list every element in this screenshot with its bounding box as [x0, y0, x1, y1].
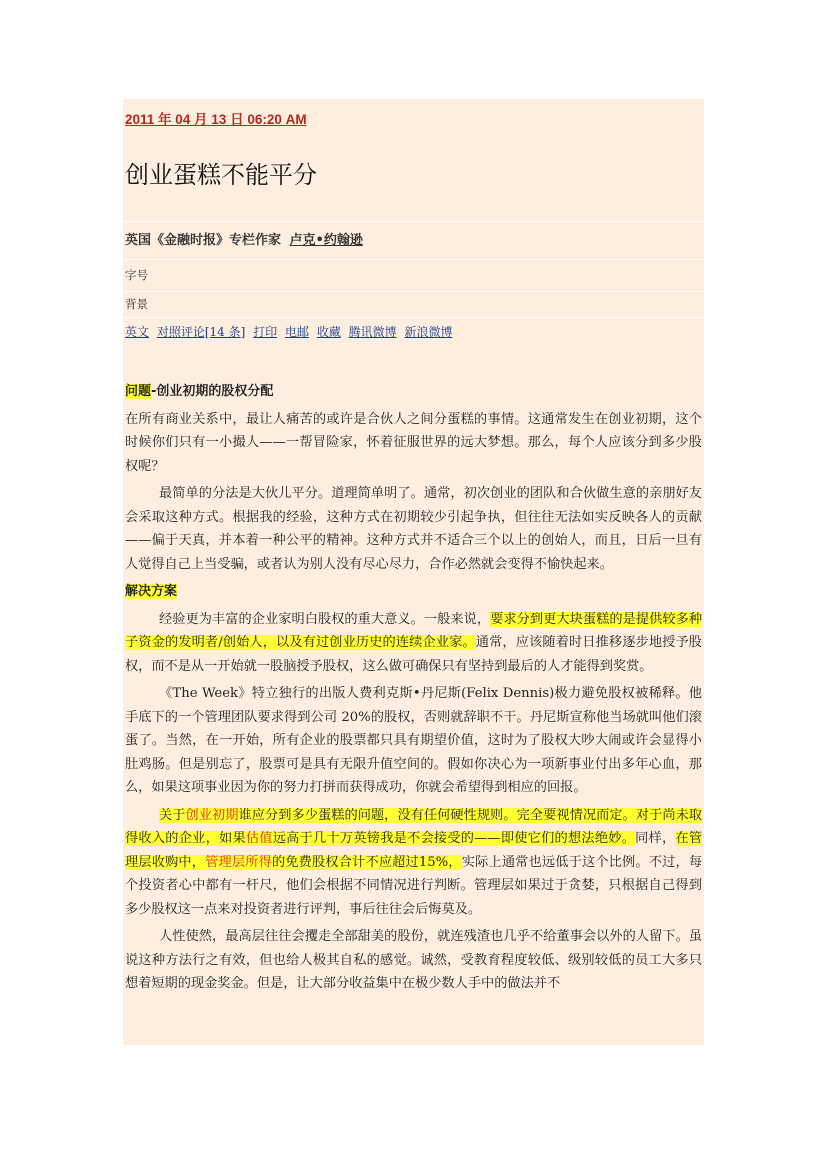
paragraph: 人性使然，最高层往往会攫走全部甜美的股份，就连残渣也几乎不给董事会以外的人留下。虽说这种方法行之有效，但也给人极其自私的感觉。诚然，受教育程度较低、级别较低的员工大多只想着短期的现金奖金。但是，让大部分收益集中在极少数人手中的做法并不	[125, 929, 702, 991]
english-link[interactable]: 英文	[125, 325, 150, 339]
background-label[interactable]: 背景	[125, 297, 148, 311]
byline-prefix: 英国《金融时报》专栏作家	[125, 233, 282, 248]
print-link[interactable]: 打印	[253, 325, 278, 339]
font-size-row	[123, 260, 704, 291]
paragraph: 《The Week》特立独行的出版人费利克斯•丹尼斯(Felix Dennis)极力避免股权被稀释。他手底下的一个管理团队要求得到公司 20%的股权，否则就辞职不干。丹尼斯宣称他当场就叫他们滚蛋了。当然，在一开始，所有企业的股票都只具有期望价值，这时为了股权大吵大闹或许会显得小肚鸡肠。但是别忘了，股票可是具有无限升值空间的。假如你决心为一项新事业付出多年心血，那么，如果这项事业因为你的努力打拼而获得成功，你就会希望得到相应的回报。	[125, 686, 702, 795]
paragraph: 最简单的分法是大伙儿平分。道理简单明了。通常，初次创业的团队和合伙做生意的亲朋好友会采取这种方式。根据我的经验，这种方式在初期较少引起争执，但往往无法如实反映各人的贡献——偏于天真，并本着一种公平的精神。这种方式并不适合三个以上的创始人，而且，日后一旦有人觉得自己上当受骗，或者认为别人没有尽心尽力，合作必然就会变得不愉快起来。	[125, 486, 702, 572]
highlighted-text: 要求分到更大块蛋糕的是提供较多种子资金的发明者/创始人，以及有过创业历史的连续企业家。	[125, 611, 703, 650]
author-link[interactable]: 卢克•约翰逊	[289, 233, 363, 248]
article-body	[123, 346, 704, 996]
article-tools	[123, 317, 704, 346]
sina-weibo-link[interactable]: 新浪微博	[404, 325, 453, 339]
paragraph: 经验更为丰富的企业家明白股权的重大意义。一般来说，要求分到更大块蛋糕的是提供较多种子资金的发明者/创始人，以及有过创业历史的连续企业家。通常，应该随着时日推移逐步地授予股权，而不是从一开始就一股脑授予股权，这么做可确保只有坚持到最后的人才能得到奖赏。	[125, 611, 703, 674]
tencent-weibo-link[interactable]: 腾讯微博	[348, 325, 397, 339]
section-heading-problem: 问题-创业初期的股权分配	[125, 384, 274, 399]
bookmark-link[interactable]: 收藏	[316, 325, 341, 339]
compare-comments-link[interactable]: 对照评论[14 条]	[156, 325, 246, 339]
article-title: 创业蛋糕不能平分	[123, 134, 704, 222]
date-row	[123, 99, 704, 134]
article-page	[123, 99, 704, 1045]
section-heading-solution: 解决方案	[125, 584, 178, 599]
email-link[interactable]: 电邮	[284, 325, 309, 339]
byline	[123, 222, 704, 260]
background-row	[123, 291, 704, 317]
paragraph: 在所有商业关系中，最让人痛苦的或许是合伙人之间分蛋糕的事情。这通常发生在创业初期，这个时候你们只有一小撮人——一帮冒险家，怀着征服世界的远大梦想。那么，每个人应该分到多少股权呢？	[125, 411, 702, 474]
publish-date[interactable]: 2011 年 04 月 13 日 06:20 AM	[125, 112, 307, 127]
paragraph: 关于创业初期谁应分到多少蛋糕的问题，没有任何硬性规则。完全要视情况而定。对于尚未取得收入的企业，如果估值远高于几十万英镑我是不会接受的——即使它们的想法绝妙。同样，在管理层收购中，管理层所得的免费股权合计不应超过15%，实际上通常也远低于这个比例。不过，每个投资者心中都有一杆尺，他们会根据不同情况进行判断。管理层如果过于贪婪，只根据自己得到多少股权这一点来对投资者进行评判，事后往往会后悔莫及。	[125, 807, 703, 917]
font-size-label[interactable]: 字号	[125, 268, 148, 282]
